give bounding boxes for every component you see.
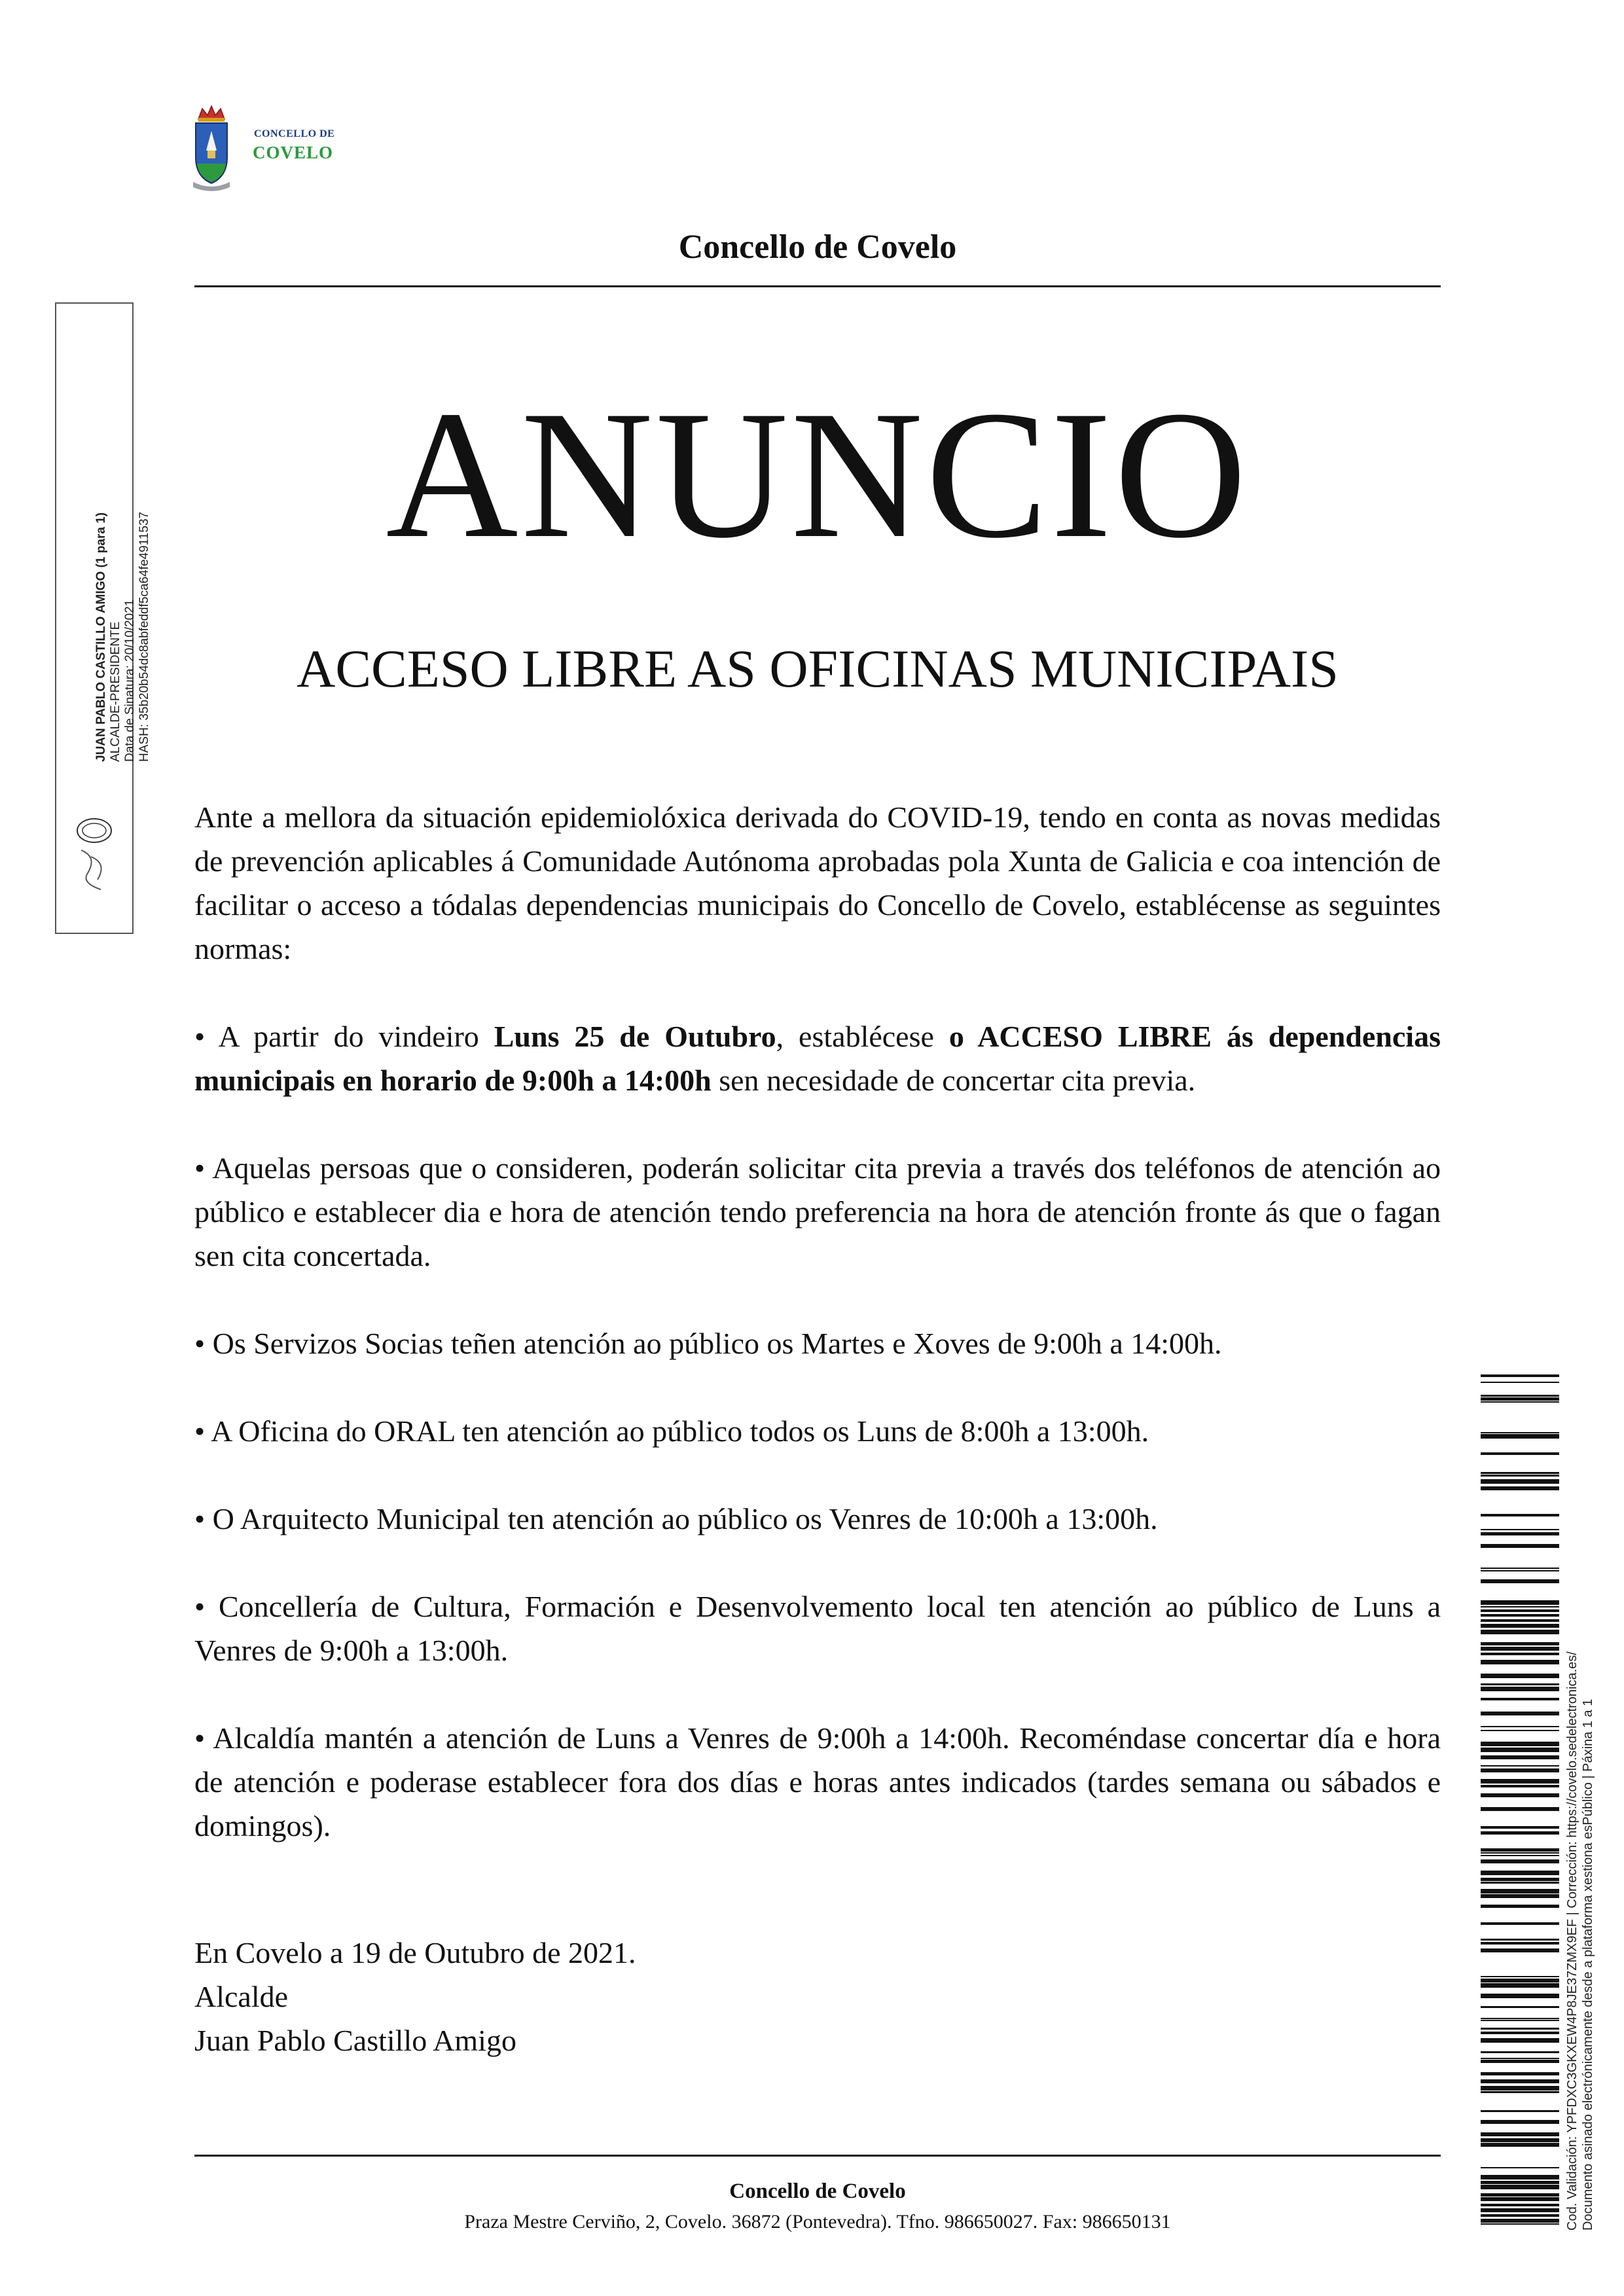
intro-paragraph: Ante a mellora da situación epidemiolóxica derivada do COVID-19, tendo en conta as novas medidas de prevención aplicables á Comunidade Autónoma aprobadas pola Xunta de Galicia e coa intención de facilitar o acceso a tódalas dependencias municipais do Concello de Covelo, establécense as seguintes normas: — [194, 800, 1441, 965]
logo-text-covelo: COVELO — [253, 143, 334, 162]
rule-mayor: • Alcaldía mantén a atención de Luns a Venres de 9:00h a 14:00h. Recoméndase concertar día e hora de atención e poderase establecer fora dos días e horas antes indicados (tardes semana ou sábados e domingos). — [194, 1721, 1441, 1842]
validation-text — [1564, 1651, 1596, 2231]
closing-role: Alcalde — [194, 1980, 289, 2013]
rule-culture: • Concellería de Cultura, Formación e Desenvolvemento local ten atención ao público de Luns a Venres de 9:00h a 13:00h. — [194, 1590, 1441, 1667]
signature-text — [94, 512, 152, 762]
signature-date: Data de Sinatura: 20/10/2021 — [123, 599, 137, 762]
rule-open-access — [194, 1014, 1441, 1102]
rule-1-date: Luns 25 de Outubro — [494, 1020, 776, 1053]
signature-signer: JUAN PABLO CASTILLO AMIGO (1 para 1) — [94, 512, 108, 762]
rule-social-services: • Os Servizos Socias teñen atención ao público os Martes e Xoves de 9:00h a 14:00h. — [194, 1327, 1222, 1360]
footer-divider — [194, 2155, 1441, 2157]
barcode-icon — [1481, 1374, 1559, 2232]
logo-text-concello: CONCELLO DE — [254, 128, 335, 139]
footer-address: Praza Mestre Cerviño, 2, Covelo. 36872 (Pontevedra). Tfno. 986650027. Fax: 986650131 — [464, 2211, 1171, 2233]
signature-seal-icon — [68, 811, 120, 899]
footer-name: Concello de Covelo — [729, 2179, 906, 2203]
header-title: Concello de Covelo — [678, 228, 957, 266]
closing-name: Juan Pablo Castillo Amigo — [194, 2024, 516, 2057]
header-divider — [194, 285, 1441, 287]
rule-1-text-2: , establécese — [776, 1020, 949, 1053]
signature-hash: HASH: 35b20b54dc8abfeddf5ca64fe4911537 — [137, 511, 151, 762]
validation-platform: Documento asinado electrónicamente desde a plataforma xestiona esPúblico | Páxina 1 a 1 — [1581, 1698, 1595, 2231]
closing-place-date: En Covelo a 19 de Outubro de 2021. — [194, 1936, 636, 1969]
rule-1-text-3: sen necesidade de concertar cita previa. — [711, 1064, 1196, 1097]
rule-1-text: • A partir do vindeiro — [194, 1020, 494, 1053]
rule-appointment: • Aquelas persoas que o consideren, poderán solicitar cita previa a través dos teléfonos de atención ao público e establecer dia e hora de atención tendo preferencia na hora de atención fronte ás que o fagan sen cita concertada. — [194, 1151, 1441, 1272]
signature-box — [55, 302, 151, 934]
closing-block — [194, 1931, 636, 2062]
rule-architect: • O Arquitecto Municipal ten atención ao público os Venres de 10:00h a 13:00h. — [194, 1502, 1158, 1535]
rule-1-hours: o ACCESO LIBRE ás dependencias municipais en horario de 9:00h a 14:00h — [194, 1020, 1441, 1097]
rule-oral-office: • A Oficina do ORAL ten atención ao público todos os Luns de 8:00h a 13:00h. — [194, 1414, 1149, 1448]
signature-role: ALCALDE-PRESIDENTE — [109, 621, 122, 762]
announcement-subtitle: ACCESO LIBRE AS OFICINAS MUNICIPAIS — [297, 639, 1339, 698]
announcement-body — [194, 795, 1441, 1892]
validation-code: Cod. Validación: YPFDXC3GKXEW4P8JE37ZMX9EF | Corrección: https://covelo.sedelectronica.es/ — [1565, 1651, 1579, 2231]
announcement-title: ANUNCIO — [386, 372, 1250, 576]
